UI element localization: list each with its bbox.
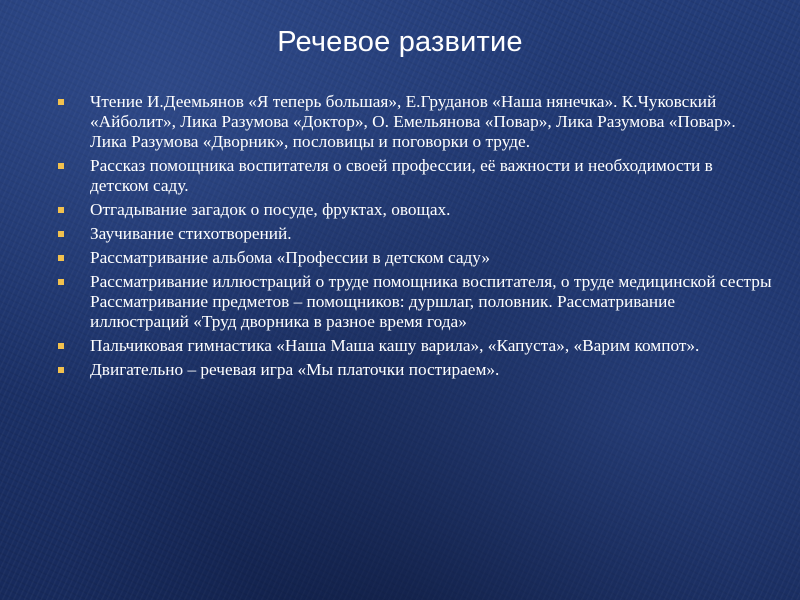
square-bullet-icon — [58, 207, 64, 213]
square-bullet-icon — [58, 255, 64, 261]
list-item — [58, 156, 773, 196]
list-item-text: Пальчиковая гимнастика «Наша Маша кашу варила», «Капуста», «Варим компот». — [90, 336, 700, 355]
list-item-text: Отгадывание загадок о посуде, фруктах, овощах. — [90, 200, 451, 219]
list-item — [58, 200, 773, 220]
list-item — [58, 224, 773, 244]
square-bullet-icon — [58, 367, 64, 373]
list-item-text: Рассматривание альбома «Профессии в детском саду» — [90, 248, 491, 267]
list-item — [58, 248, 773, 268]
list-item — [58, 272, 773, 332]
square-bullet-icon — [58, 231, 64, 237]
list-item — [58, 92, 773, 152]
slide-title: Речевое развитие — [277, 26, 523, 58]
bullet-list — [58, 92, 773, 384]
square-bullet-icon — [58, 343, 64, 349]
list-item-text: Двигательно – речевая игра «Мы платочки постираем». — [90, 360, 500, 379]
list-item-text: Рассказ помощника воспитателя о своей профессии, её важности и необходимости в детском саду. — [90, 156, 713, 195]
square-bullet-icon — [58, 163, 64, 169]
list-item-text: Заучивание стихотворений. — [90, 224, 292, 243]
list-item — [58, 336, 773, 356]
square-bullet-icon — [58, 99, 64, 105]
list-item — [58, 360, 773, 380]
list-item-text: Рассматривание иллюстраций о труде помощника воспитателя, о труде медицинской сестры Рассматривание предметов – помощников: дуршлаг, половник. Рассматривание иллюстраций «Труд дворника в разное время года» — [90, 272, 772, 331]
square-bullet-icon — [58, 279, 64, 285]
list-item-text: Чтение И.Деемьянов «Я теперь большая», Е.Груданов «Наша нянечка». К.Чуковский «Айболит», Лика Разумова «Доктор», О. Емельянова «Повар», Лика Разумова «Повар». Лика Разумова «Дворник», пословицы и поговорки о труде. — [90, 92, 736, 151]
